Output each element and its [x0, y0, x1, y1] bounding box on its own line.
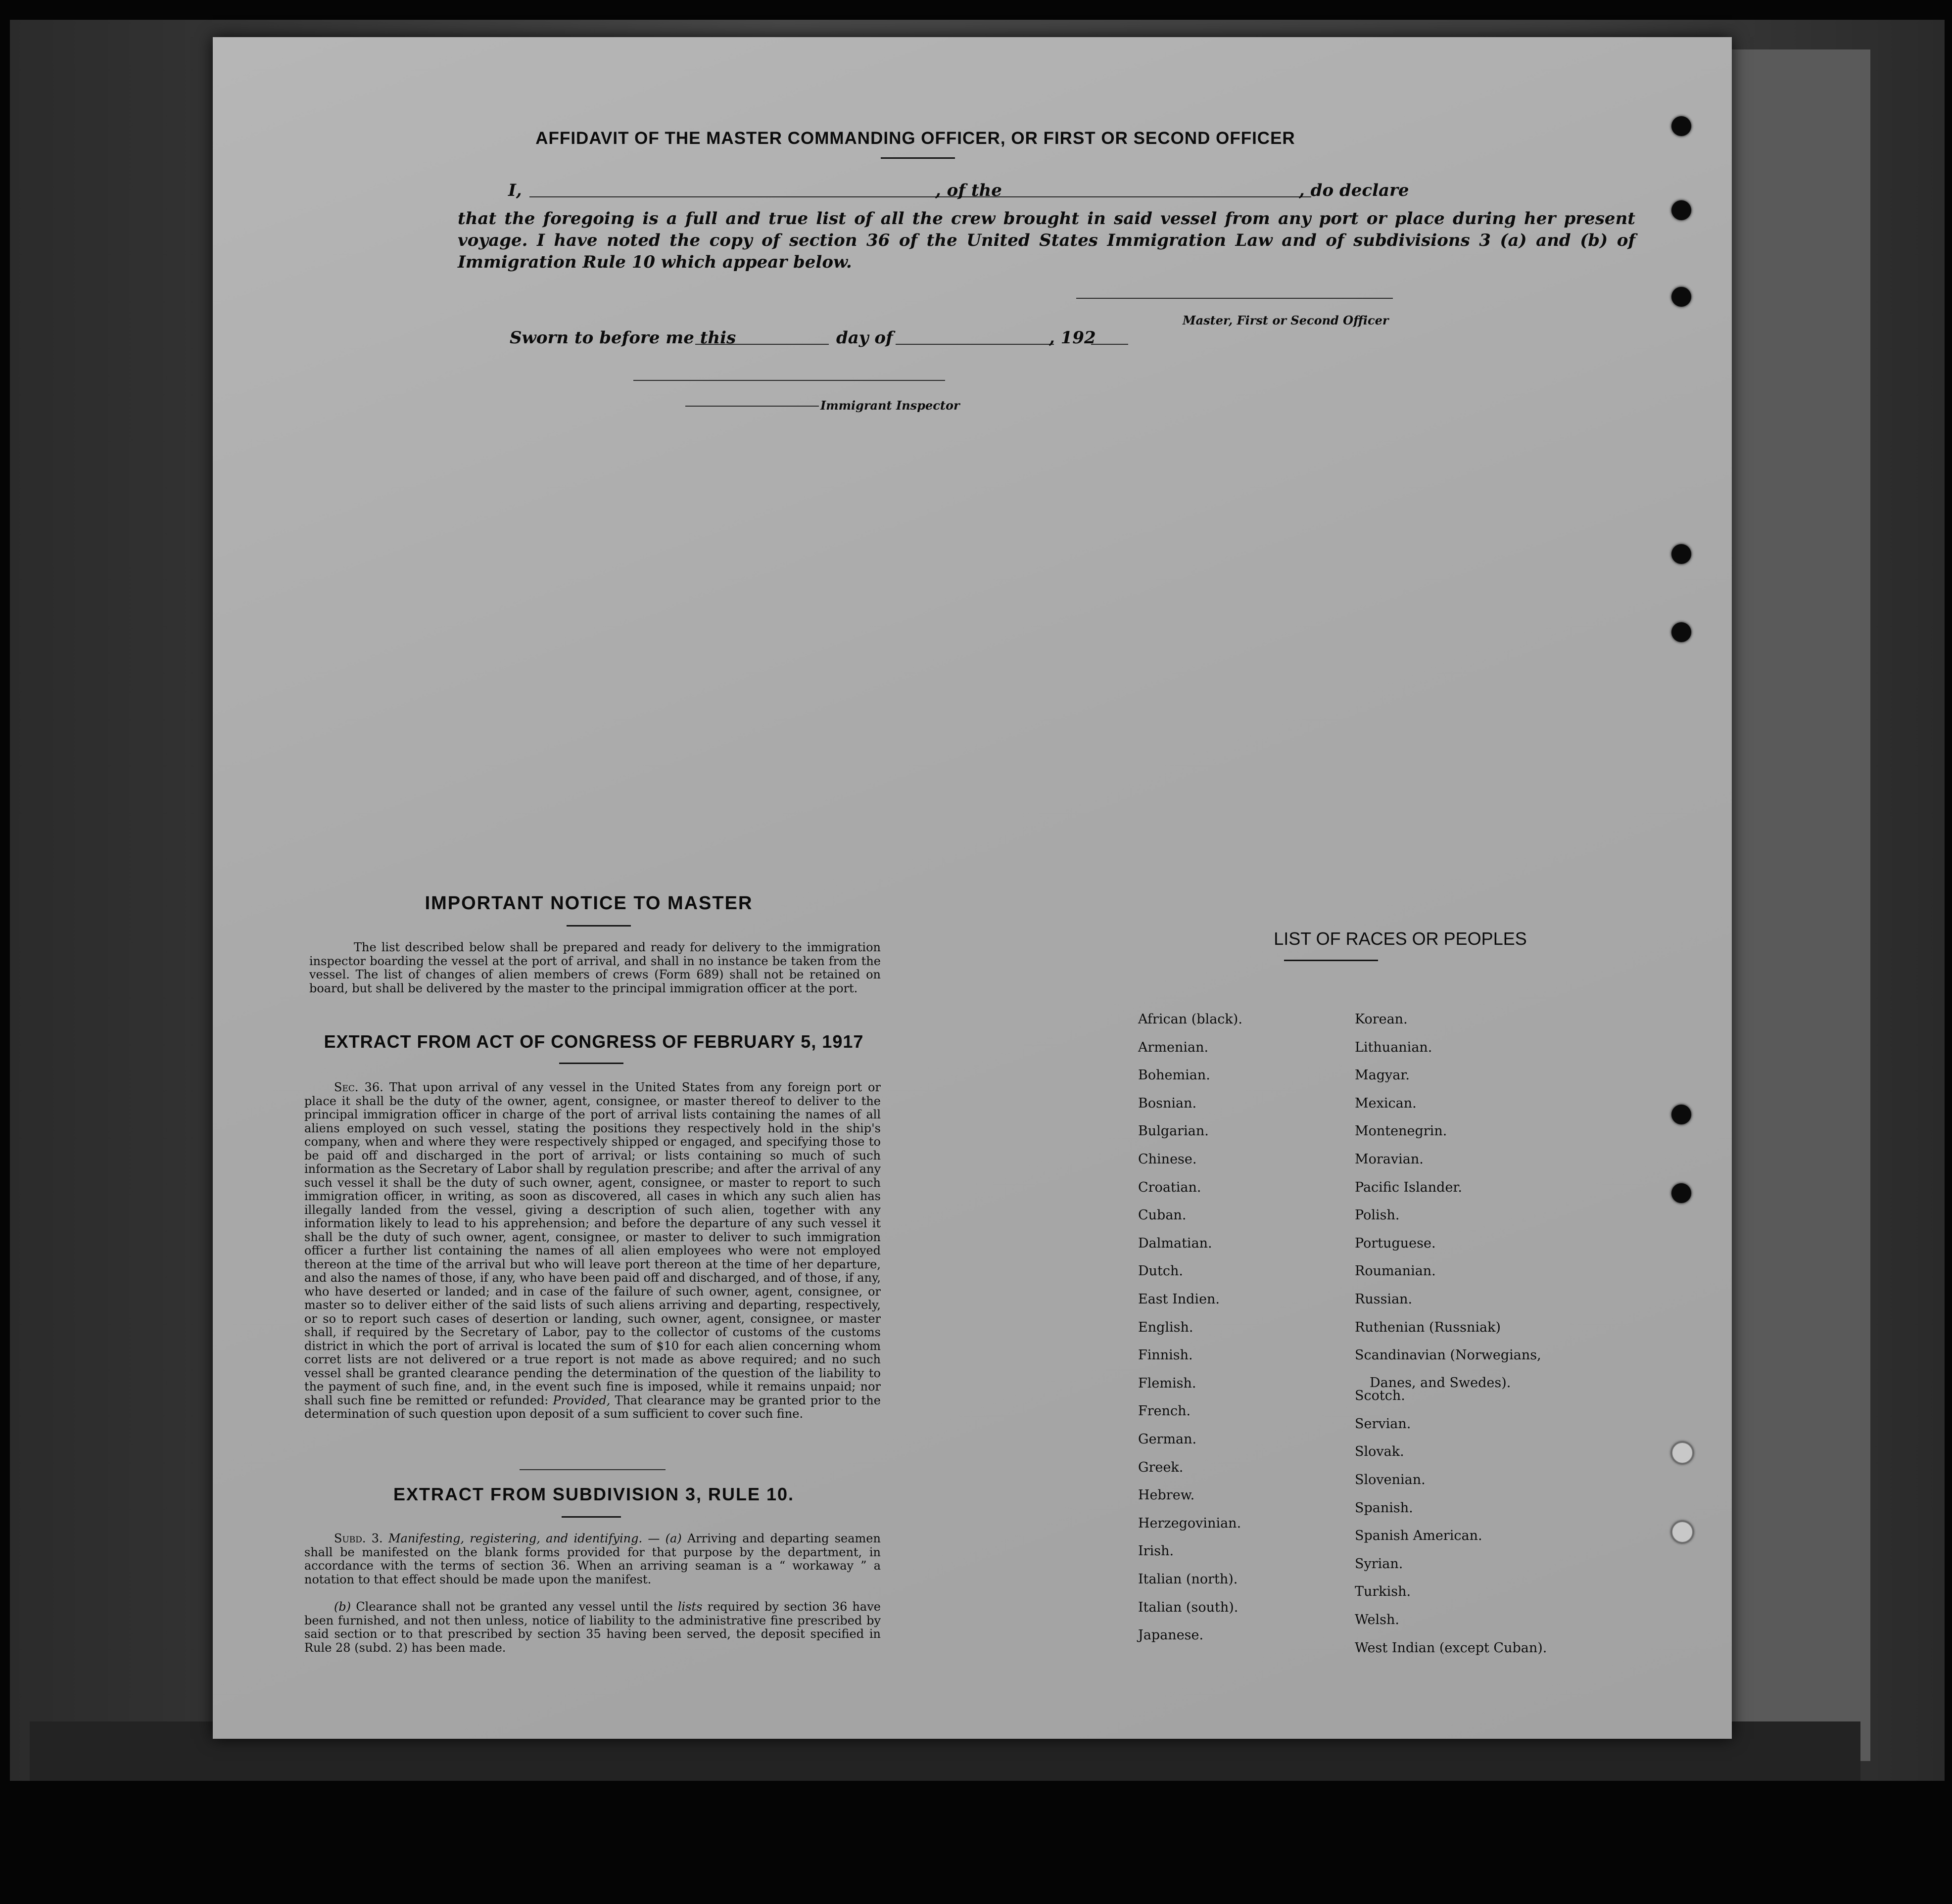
binder-hole [1671, 1521, 1693, 1543]
binder-hole [1671, 1442, 1693, 1464]
race-item: Spanish American. [1355, 1528, 1482, 1544]
binder-hole [1671, 544, 1691, 564]
race-item: Russian. [1355, 1292, 1413, 1307]
rule-part-a [304, 1532, 881, 1586]
act-provided: Provided, [553, 1393, 611, 1407]
race-item: Slovenian. [1355, 1472, 1426, 1488]
race-item: Herzegovinian. [1138, 1515, 1241, 1531]
race-item: English. [1138, 1319, 1193, 1335]
race-item: Dutch. [1138, 1263, 1183, 1279]
race-item: Syrian. [1355, 1556, 1403, 1572]
act-end-rule [520, 1469, 666, 1470]
race-item: Mexican. [1355, 1095, 1417, 1111]
race-item: Welsh. [1355, 1612, 1399, 1628]
act-rule [559, 1063, 623, 1064]
race-item: Cuban. [1138, 1207, 1187, 1223]
act-section: Sec. 36. [334, 1080, 383, 1094]
notice-rule [567, 925, 631, 927]
race-item: Lithuanian. [1355, 1039, 1432, 1055]
signature-label: Master, First or Second Officer [1183, 313, 1389, 327]
vessel-line [1004, 196, 1311, 197]
race-item: Italian (south). [1138, 1599, 1238, 1615]
race-item: Turkish. [1355, 1584, 1411, 1600]
rule-part-b-label: (b) [334, 1600, 351, 1614]
rule-part-a-text: Arriving and departing seamen shall be manifested on the blank forms provided for that purpose by the department, in accordance with the terms of section 36. When an arriving seaman is a “ workaway ” a notation to that effect should be made upon the manifest. [304, 1532, 881, 1586]
act-text [304, 1081, 881, 1421]
race-item: Scandinavian (Norwegians, [1355, 1347, 1541, 1363]
race-item: Spanish. [1355, 1500, 1413, 1516]
race-item: Armenian. [1138, 1039, 1209, 1055]
affidavit-title: AFFIDAVIT OF THE MASTER COMMANDING OFFICER, OR FIRST OR SECOND OFFICER [535, 129, 1295, 148]
title-rule [881, 157, 955, 159]
day-of-label: day of [836, 328, 893, 348]
race-item: Italian (north). [1138, 1572, 1238, 1587]
race-item: Irish. [1138, 1543, 1174, 1559]
background-sheet-edge [1722, 49, 1870, 1761]
rule-part-b-lists: lists [677, 1600, 703, 1614]
race-item: Flemish. [1138, 1375, 1196, 1391]
race-item: Scotch. [1355, 1388, 1405, 1404]
rule-part-b [304, 1600, 881, 1655]
race-item: Croatian. [1138, 1179, 1201, 1195]
binder-hole [1671, 287, 1691, 307]
rule-part-b-text-2: required by section 36 have been furnished, and not then unless, notice of liability to the administrative fine prescribed by said section or to that prescribed by section 35 having been served, the deposit specified in Rule 28 (subd. 2) has been made. [304, 1600, 881, 1655]
race-item: West Indian (except Cuban). [1355, 1640, 1547, 1656]
binder-hole [1671, 1105, 1691, 1124]
race-item: Montenegrin. [1355, 1123, 1447, 1139]
race-item: Greek. [1138, 1459, 1184, 1475]
race-item: Portuguese. [1355, 1235, 1436, 1251]
race-item: African (black). [1138, 1012, 1242, 1027]
race-item: French. [1138, 1403, 1191, 1419]
inspector-label: Immigrant Inspector [820, 398, 960, 413]
document-page [213, 37, 1732, 1739]
rule-subd-title: Manifesting, registering, and identifying. [388, 1532, 643, 1545]
do-declare-label: , do declare [1299, 181, 1409, 200]
race-item: Polish. [1355, 1207, 1400, 1223]
signature-line [1076, 298, 1393, 299]
act-body-end: That clearance may be granted prior to the determination of such question upon deposit of a sum sufficient to cover such fine. [304, 1393, 881, 1421]
binder-hole [1671, 1183, 1691, 1203]
race-item: Hebrew. [1138, 1487, 1195, 1503]
of-the-label: , of the [935, 181, 1002, 200]
race-item: Bohemian. [1138, 1068, 1210, 1083]
day-line [695, 344, 829, 345]
month-line [896, 344, 1054, 345]
notice-heading: IMPORTANT NOTICE TO MASTER [425, 893, 753, 914]
race-item: Korean. [1355, 1012, 1408, 1027]
race-item: Roumanian. [1355, 1263, 1436, 1279]
race-item: Magyar. [1355, 1068, 1410, 1083]
binder-hole [1671, 622, 1691, 642]
race-item: Servian. [1355, 1416, 1411, 1432]
race-item: Ruthenian (Russniak) [1355, 1319, 1501, 1335]
rule-part-b-text-1: Clearance shall not be granted any vessel until the [356, 1600, 673, 1614]
rule-subd: Subd. 3. [334, 1532, 383, 1545]
race-item: Finnish. [1138, 1347, 1193, 1363]
binder-hole [1671, 116, 1691, 136]
race-item: Japanese. [1138, 1627, 1204, 1643]
i-label: I, [508, 181, 522, 200]
sworn-label: Sworn to before me this [510, 328, 736, 348]
races-rule [1284, 960, 1378, 961]
race-item: Slovak. [1355, 1444, 1404, 1460]
race-item: Danes, and Swedes). [1370, 1375, 1511, 1391]
inspector-line [633, 380, 945, 381]
race-item: Dalmatian. [1138, 1235, 1212, 1251]
year-line [1091, 344, 1128, 345]
binder-hole [1671, 200, 1691, 220]
race-item: Moravian. [1355, 1152, 1424, 1167]
race-item: Chinese. [1138, 1152, 1197, 1167]
year-label: , 192 [1049, 328, 1096, 348]
inspector-line-2 [685, 406, 819, 407]
race-item: Bulgarian. [1138, 1123, 1209, 1139]
rule-rule [562, 1516, 621, 1518]
notice-text: The list described below shall be prepared and ready for delivery to the immigration inspector boarding the vessel at the port of arrival, and shall in no instance be taken from the vessel. The list of changes of alien members of crews (Form 689) shall not be retained on board, but shall be delivered by the master to the principal immigration officer at the port. [309, 940, 881, 995]
race-item: Pacific Islander. [1355, 1179, 1462, 1195]
race-item: Bosnian. [1138, 1095, 1197, 1111]
rule-part-a-label: — (a) [648, 1532, 682, 1545]
race-item: East Indien. [1138, 1292, 1220, 1307]
rule-heading: EXTRACT FROM SUBDIVISION 3, RULE 10. [393, 1484, 795, 1504]
affidavit-declaration: that the foregoing is a full and true list of all the crew brought in said vessel from any port or place during her present voyage. I have noted the copy of section 36 of the United States Immigration Law and of subdivisions 3 (a) and (b) of Immigration Rule 10 which appear below. [458, 209, 1635, 272]
act-body: That upon arrival of any vessel in the United States from any foreign port or place it shall be the duty of the owner, agent, consignee, or master thereof to deliver to the principal immigration officer in charge of the port of arrival lists containing the names of all aliens employed on such vessel, stating the positions they respectively hold in the ship's company, when and where they were respectively shipped or engaged, and specifying those to be paid off and discharged in the port of arrival; or lists containing so much of such information as the Secretary of Labor shall by regulation prescribe; and after the arrival of any such vessel it shall be the duty of such owner, agent, consignee, or master to report to such immigration officer, in writing, as soon as discovered, all cases in which any such alien has illegally landed from the vessel, giving a description of such alien, together with any information likely to lead to his apprehension; and before the departure of any such vessel it shall be the duty of such owner, agent, consignee, or master to deliver to such immigration officer a further list containing the names of all alien employees who were not employed thereon at the time of the arrival but who will leave port thereon at the time of her departure, and also the names of those, if any, who have been paid off and discharged, and of those, if any, who have deserted or landed; and in case of the failure of such owner, agent, consignee, or master so to deliver either of the said lists of such aliens arriving and departing, respectively, or so to report such cases of desertion or landing, such owner, agent, consignee, or master shall, if required by the Secretary of Labor, pay to the collector of customs of the customs district in which the port of arrival is located the sum of $10 for each alien concerning whom corret lists are not delivered or a true report is not made as above required; and no such vessel shall be granted clearance pending the determination of the question of the liability to the payment of such fine, and, in the event such fine is imposed, while it remains unpaid; nor shall such fine be remitted or refunded: [304, 1080, 881, 1407]
races-heading: LIST OF RACES OR PEOPLES [1274, 929, 1527, 949]
act-heading: EXTRACT FROM ACT OF CONGRESS OF FEBRUARY 5, 1917 [324, 1031, 864, 1052]
race-item: German. [1138, 1432, 1197, 1447]
